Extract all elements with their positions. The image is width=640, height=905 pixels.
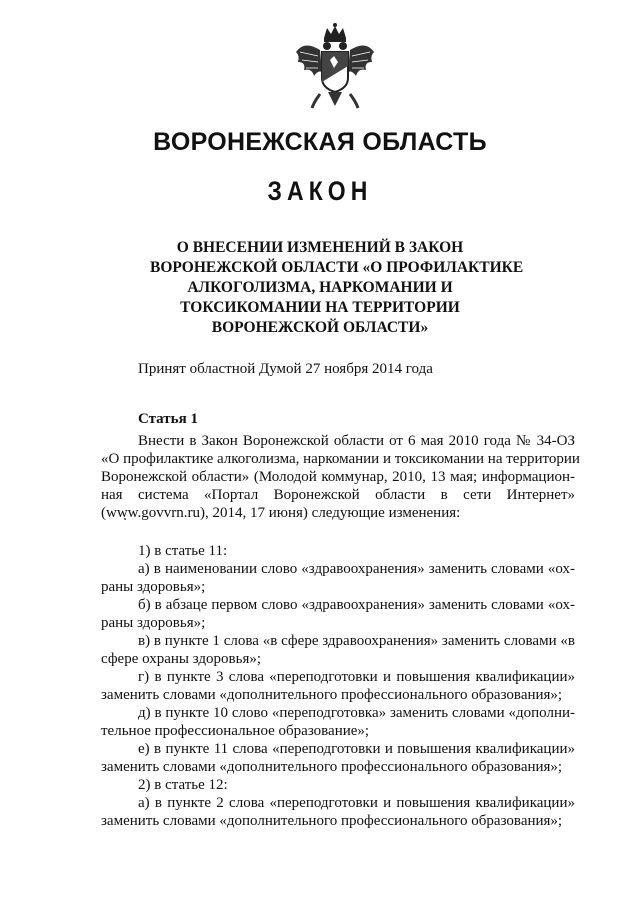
subitem-line: г) в пункте 3 слова «переподготовки и повышения квалификации» xyxy=(138,669,575,685)
intro-line: «О профилактике алкоголизма, наркомании и токсикомании на территории xyxy=(101,451,580,467)
law-title-line: ВОРОНЕЖСКОЙ ОБЛАСТИ» xyxy=(211,319,429,336)
subitem-line: б) в абзаце первом слово «здравоохранения» заменить словами «ох- xyxy=(138,597,575,613)
subitem-line: д) в пункте 10 слово «переподготовка» заменить словами «дополни- xyxy=(138,705,575,721)
law-title-line: ТОКСИКОМАНИИ НА ТЕРРИТОРИИ xyxy=(180,299,460,316)
law-title-line: О ВНЕСЕНИИ ИЗМЕНЕНИЙ В ЗАКОН xyxy=(176,239,464,256)
item-heading: 1) в статье 11: xyxy=(138,543,228,559)
intro-line: Воронежской области» (Молодой коммунар, 2010, 13 мая; информацион- xyxy=(101,469,575,485)
intro-line: ная система «Портал Воронежской области в сети Интернет» xyxy=(101,487,575,503)
law-title xyxy=(150,238,524,338)
subitem-line: заменить словами «дополнительного профессионального образования»; xyxy=(101,759,563,775)
intro-line: Внести в Закон Воронежской области от 6 мая 2010 года № 34-ОЗ xyxy=(138,433,575,449)
subitem-line: раны здоровья»; xyxy=(101,615,206,631)
subitem-line: раны здоровья»; xyxy=(101,579,206,595)
region-heading: ВОРОНЕЖСКАЯ ОБЛАСТЬ xyxy=(153,128,487,156)
subitem-line: е) в пункте 11 слова «переподготовки и повышения квалификации» xyxy=(138,741,575,757)
adoption-date: Принят областной Думой 27 ноября 2014 года xyxy=(138,361,433,377)
article-body xyxy=(101,432,580,830)
subitem-line: а) в пункте 2 слова «переподготовки и повышения квалификации» xyxy=(138,795,575,811)
document-type-heading: ЗАКОН xyxy=(267,176,373,206)
subitem-line: а) в наименовании слово «здравоохранения» заменить словами «ох- xyxy=(138,561,575,577)
subitem-line: тельное профессиональное образование»; xyxy=(101,723,370,739)
subitem-line: сфере охраны здоровья»; xyxy=(101,651,262,667)
subitem-line: в) в пункте 1 слова «в сфере здравоохранения» заменить словами «в xyxy=(138,633,575,649)
intro-line: (www.govvrn.ru), 2014, 17 июня) следующие изменения: xyxy=(101,505,461,521)
crown-icon xyxy=(324,23,346,42)
law-title-line: ВОРОНЕЖСКОЙ ОБЛАСТИ «О ПРОФИЛАКТИКЕ xyxy=(150,259,524,276)
subitem-line: заменить словами «дополнительного профессионального образования»; xyxy=(101,813,563,829)
article-heading: Статья 1 xyxy=(138,411,198,427)
coat-of-arms-emblem xyxy=(290,22,380,112)
law-title-line: АЛКОГОЛИЗМА, НАРКОМАНИИ И xyxy=(187,279,453,296)
item-heading: 2) в статье 12: xyxy=(138,777,228,793)
subitem-line: заменить словами «дополнительного профессионального образования»; xyxy=(101,687,563,703)
